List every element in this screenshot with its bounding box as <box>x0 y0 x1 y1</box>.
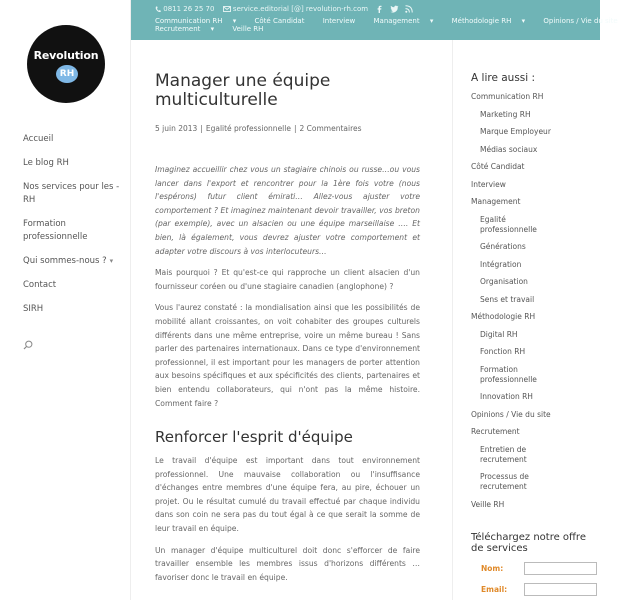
category-link[interactable]: Côté Candidat <box>471 162 525 171</box>
logo-rh-badge: RH <box>56 65 78 83</box>
chevron-down-icon: ▾ <box>232 17 237 25</box>
nav-item-label: Formation <box>23 219 66 229</box>
article <box>155 72 420 584</box>
category-link[interactable]: Méthodologie RH <box>471 312 536 321</box>
article-title-line-2: multiculturelle <box>155 90 278 110</box>
category-link[interactable]: Veille RH <box>471 499 505 509</box>
paragraph-1: Mais pourquoi ? Et qu'est-ce qui rapproche un client alsacien d'un fournisseur coréen ou d'une stagiaire canadien (anglophone) ? <box>155 268 420 291</box>
nom-label: Nom: <box>481 563 504 573</box>
category-link[interactable]: Médias sociaux <box>480 144 538 154</box>
nav-item-label-2: professionnelle <box>23 232 88 242</box>
post-category-link[interactable]: Egalité professionnelle <box>205 124 291 133</box>
menu-label: Opinions / Vie du site <box>543 17 618 25</box>
category-link[interactable]: Management <box>471 197 521 206</box>
category-link[interactable]: Opinions / Vie du site <box>471 409 551 419</box>
related-title: A lire aussi : <box>471 72 536 84</box>
category-link[interactable]: Entretien de recrutement <box>480 444 527 464</box>
category-link[interactable]: Innovation RH <box>480 392 533 401</box>
menu-label: Communication RH <box>155 17 223 25</box>
rss-icon[interactable] <box>405 5 413 13</box>
twitter-icon[interactable] <box>390 5 399 13</box>
download-title: Téléchargez notre offre de services <box>471 531 586 554</box>
menu-label: Côté Candidat <box>254 17 305 25</box>
category-link[interactable]: Digital RH <box>480 329 518 339</box>
category-link[interactable]: Organisation <box>480 277 528 286</box>
email-address[interactable]: service.editorial [@] revolution-rh.com <box>232 5 369 13</box>
category-link[interactable]: Générations <box>480 242 526 251</box>
category-link[interactable]: Marque Employeur <box>480 127 551 136</box>
post-comments-link[interactable]: 2 Commentaires <box>299 124 362 133</box>
nav-item-contact[interactable] <box>23 279 121 292</box>
category-link[interactable]: Interview <box>471 179 506 189</box>
paragraph-3: Le travail d'équipe est important dans tout environnement professionnel. Une mauvaise collaboration ou l'insuffisance d'échanges entre membres d'une équipe fera, au pire, échouer un projet. Ou le résultat cumulé du travail effectué par chaque individu dans son coin ne sera pas du tout égal à ce que serait la somme de leur travail en équipe. <box>155 456 420 534</box>
chevron-down-icon: ▾ <box>210 25 215 33</box>
nav-item-formation[interactable] <box>23 218 121 244</box>
search-icon[interactable] <box>23 340 33 350</box>
left-sidebar <box>0 0 131 600</box>
phone-icon <box>155 6 161 13</box>
nav-item-label: Le blog RH <box>23 158 69 168</box>
main-nav <box>23 133 121 327</box>
nav-item-accueil[interactable] <box>23 133 121 146</box>
form-row-email <box>471 583 597 596</box>
chevron-down-icon: ▾ <box>109 257 114 265</box>
nav-item-blog[interactable] <box>23 157 121 170</box>
menu-label: Interview <box>322 17 356 25</box>
menu-communication-rh[interactable] <box>155 17 244 25</box>
nav-item-label-2: RH <box>23 195 36 205</box>
category-link[interactable]: Marketing RH <box>480 109 531 119</box>
paragraph-2: Vous l'aurez constaté : la mondialisation ainsi que les possibilités de mobilité allant croissantes, on voit cohabiter des groupes culturels différents dans une même entreprise, voire un même bureau ! Sans parler des partenaires internationaux. Dans ce type d'environnement professionnel, il est important pour les managers de porter attention aux besoins spécifiques et aux spécificités des clients, partenaires et bien entendu collaborateurs, qui n'ont pas la même histoire. Comment faire ? <box>155 303 420 408</box>
nav-item-label: Nos services pour les - <box>23 182 120 192</box>
post-date: 5 juin 2013 <box>155 124 198 133</box>
chevron-down-icon: ▾ <box>521 17 526 25</box>
logo-word: Revolution <box>33 49 99 62</box>
phone-number[interactable]: 0811 26 25 70 <box>163 5 215 13</box>
nav-item-sirh[interactable] <box>23 303 121 316</box>
menu-label: Management <box>373 17 420 25</box>
category-link[interactable]: Fonction RH <box>480 347 526 356</box>
top-menu-row-1 <box>155 17 634 25</box>
post-meta: 5 juin 2013 | Egalité professionnelle | 2 Commentaires <box>155 124 362 133</box>
category-link[interactable]: Egalité professionnelle <box>480 214 537 234</box>
category-link[interactable]: Intégration <box>480 259 522 269</box>
menu-veille-rh[interactable] <box>232 25 271 33</box>
nav-item-qui-sommes-nous[interactable] <box>23 255 121 268</box>
intro-quote: Imaginez accueillir chez vous un stagiaire chinois ou russe…ou vous lancer dans l'export et rencontrer pour la 1ère fois votre (nous l'espérons) futur client émirati… Allez-vous ajuster votre comportement ? Et imaginez maintenant devoir travailler, vos breton (par exemple), avec un alsacien ou une équipe marseillaise …. Et bien, là également, vous devrez ajuster votre comportement et adapter votre discours à vos interlocuteurs… <box>155 165 420 256</box>
mail-icon <box>223 6 231 12</box>
menu-label: Recrutement <box>155 25 201 33</box>
site-logo[interactable] <box>27 25 105 103</box>
menu-label: Méthodologie RH <box>451 17 512 25</box>
menu-label: Veille RH <box>232 25 264 33</box>
nav-item-label: Contact <box>23 280 57 290</box>
category-link[interactable]: Processus de recrutement <box>480 472 529 491</box>
paragraph-4: Un manager d'équipe multiculturel doit donc s'efforcer de faire travailler ensemble les membres issus d'horizons différents … favoriser donc le travail en équipe. <box>155 545 420 582</box>
category-link[interactable]: Formation professionnelle <box>480 364 537 384</box>
menu-methodologie-rh[interactable] <box>452 17 534 25</box>
menu-interview[interactable] <box>323 17 364 25</box>
article-title[interactable] <box>155 72 420 110</box>
menu-cote-candidat[interactable] <box>255 17 313 25</box>
section-heading: Renforcer l'esprit d'équipe <box>155 428 353 447</box>
contact-line <box>155 5 413 13</box>
menu-opinions[interactable] <box>543 17 625 25</box>
email-input[interactable] <box>524 583 597 596</box>
category-list <box>471 92 597 510</box>
nav-item-services[interactable] <box>23 181 121 207</box>
right-sidebar <box>471 72 597 596</box>
form-row-nom <box>471 562 597 575</box>
top-header <box>131 0 618 40</box>
article-title-line-1: Manager une équipe <box>155 71 331 91</box>
facebook-icon[interactable] <box>376 5 383 13</box>
nav-item-label: Qui sommes-nous ? <box>23 256 107 266</box>
menu-management[interactable] <box>373 17 441 25</box>
nav-item-label: Accueil <box>23 134 54 144</box>
category-link[interactable]: Communication RH <box>471 92 544 101</box>
email-label: Email: <box>481 584 508 594</box>
menu-recrutement[interactable] <box>155 25 222 33</box>
chevron-down-icon: ▾ <box>429 17 434 25</box>
category-link[interactable]: Sens et travail <box>480 294 535 304</box>
top-menu-row-2 <box>155 25 279 33</box>
column-divider <box>452 40 453 600</box>
category-link[interactable]: Recrutement <box>471 427 520 436</box>
nav-item-label: SIRH <box>23 304 44 314</box>
nom-input[interactable] <box>524 562 597 575</box>
